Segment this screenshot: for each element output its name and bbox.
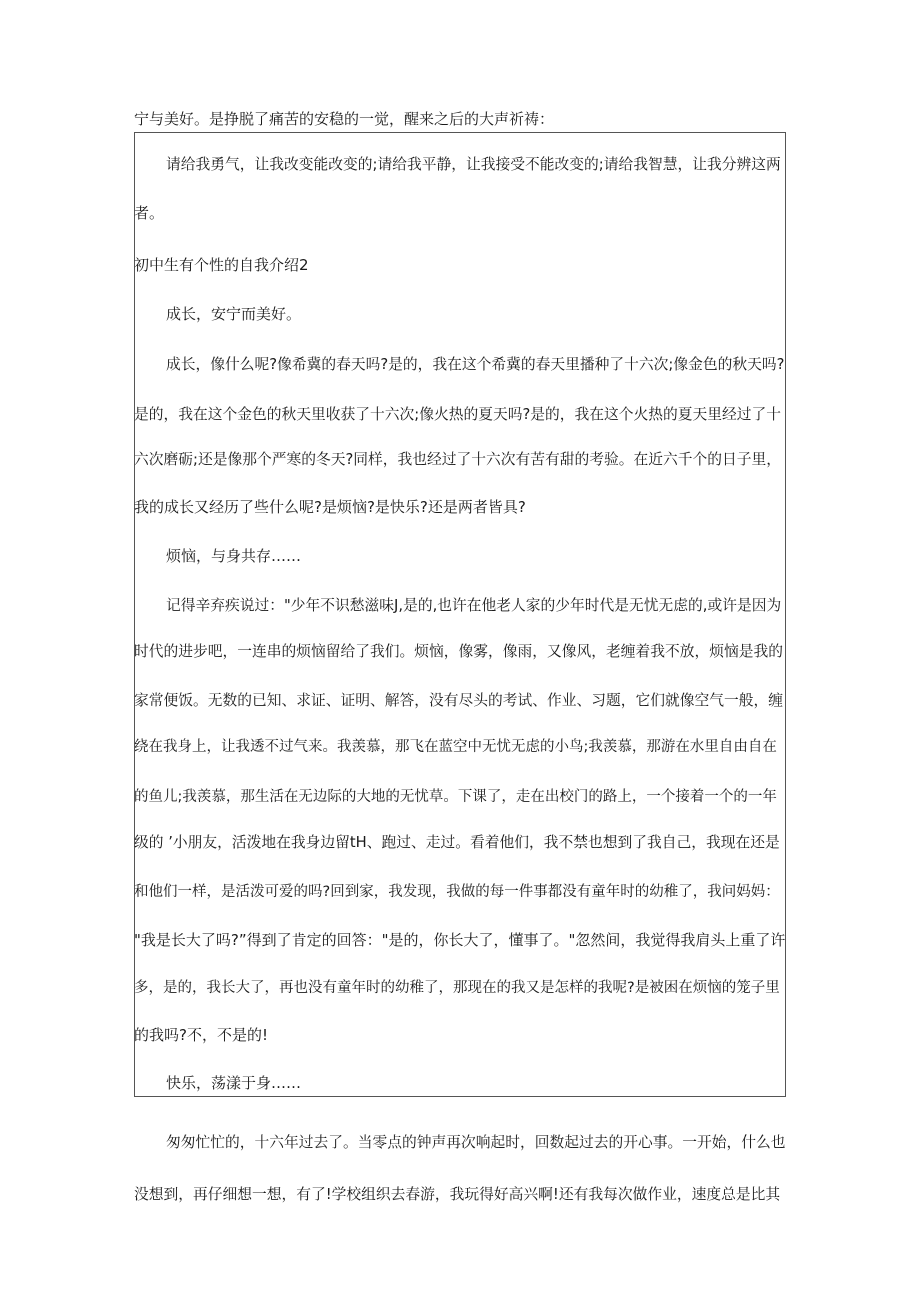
paragraph-line: 家常便饭。无数的已知、求证、证明、解答，没有尽头的考试、作业、习题，它们就像空气一般，缠 xyxy=(134,692,783,709)
paragraph-line: 六次磨砺;还是像那个严寒的冬天?同样，我也经过了十六次有苦有甜的考验。在近六千个的日子里， xyxy=(134,451,782,468)
paragraph-line: 和他们一样，是活泼可爱的吗?回到家，我发现，我做的每一件事都没有童年时的幼稚了，我问妈妈： xyxy=(134,884,780,900)
paragraph-line: 级的 ’小朋友，活泼地在我身边留tH、跑过、走过。看着他们，我不禁也想到了我自己，我现在还是 xyxy=(134,834,780,851)
outro-line: 匆匆忙忙的，十六年过去了。当零点的钟声再次响起时，回数起过去的开心事。一开始，什么也 xyxy=(166,1134,786,1151)
paragraph-line: 我的成长又经历了些什么呢?是烦恼?是快乐?还是两者皆具? xyxy=(134,498,526,516)
paragraph-line: 绕在我身上，让我透不过气来。我羡慕，那飞在蓝空中无忧无虑的小鸟;我羡慕，那游在水里自由自在 xyxy=(134,739,777,755)
paragraph-line: "我是长大了吗?”得到了肯定的回答："是的，你长大了，懂事了。"忽然间，我觉得我肩头上重了许 xyxy=(134,931,786,949)
paragraph-line: 时代的进步吧，一连串的烦恼留给了我们。烦恼，像雾，像雨，又像风，老缠着我不放，烦恼是我的 xyxy=(134,643,783,660)
paragraph-line: 成长，像什么呢?像希冀的春天吗?是的，我在这个希冀的春天里播种了十六次;像金色的秋天吗? xyxy=(166,356,785,373)
paragraph-line: 成长，安宁而美好。 xyxy=(166,305,302,323)
paragraph-line: 的鱼儿;我羡慕，那生活在无边际的大地的无忧草。下课了，走在出校门的路上，一个接着一个的一年 xyxy=(134,789,777,805)
section-heading: 初中生有个性的自我介绍2 xyxy=(134,256,309,274)
intro-line: 宁与美好。是挣脱了痛苦的安稳的一觉，醒来之后的大声祈祷： xyxy=(134,110,555,128)
paragraph-line: 快乐，荡漾于身…… xyxy=(166,1074,302,1092)
prayer-line: 请给我勇气，让我改变能改变的;请给我平静，让我接受不能改变的;请给我智慧，让我分辨这两 xyxy=(166,156,781,173)
paragraph-line: 是的，我在这个金色的秋天里收获了十六次;像火热的夏天吗?是的，我在这个火热的夏天里经过了十 xyxy=(134,406,782,423)
outro-line: 没想到，再仔细想一想，有了!学校组织去春游，我玩得好高兴啊!还有我每次做作业，速度总是比其 xyxy=(134,1186,781,1203)
paragraph-line: 的我吗?不，不是的! xyxy=(134,1026,268,1044)
paragraph-line: 记得辛弃疾说过："少年不识愁滋味J,是的,也许在他老人家的少年时代是无忧无虑的,或许是因为 xyxy=(166,597,782,614)
paragraph-line: 多，是的，我长大了，再也没有童年时的幼稚了，那现在的我又是怎样的我呢?是被困在烦恼的笼子里 xyxy=(134,980,780,996)
paragraph-line: 烦恼，与身共存…… xyxy=(166,547,302,565)
prayer-line: 者。 xyxy=(134,204,165,222)
